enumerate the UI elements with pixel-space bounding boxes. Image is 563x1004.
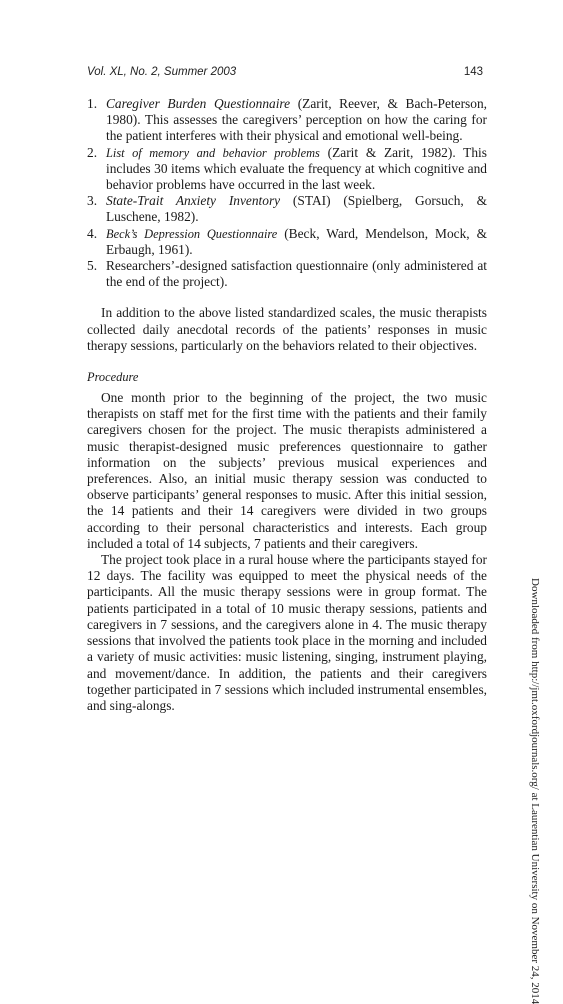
measure-title: Caregiver Burden Questionnaire — [106, 96, 291, 111]
procedure-paragraph-1: One month prior to the beginning of the project, the two music therapists on staff met for the first time with the patients and their family caregivers chosen for the project. The music therapists administered a music therapist-designed music preferences questionnaire to gather information on the subjects’ previous musical experiences and preferences. Also, an initial music therapy session was conducted to observe participants’ general responses to music. After this initial session, the 14 patients and their 14 caregivers were divided in two groups according to their personal characteristics and interests. Each group included a total of 14 subjects, 7 patients and their caregivers. — [87, 390, 487, 551]
article-body — [87, 96, 487, 714]
measure-description: (Zarit & Zarit, 1982). This includes 30 items which evaluate the frequency at which cognitive and behavior problems have occurred in the last week. — [106, 144, 487, 193]
download-suffix: at Laurentian University on November 24, 2014 — [529, 789, 541, 1004]
list-item — [87, 193, 487, 225]
list-item — [87, 258, 487, 290]
measure-title: List of memory and behavior problems — [106, 145, 320, 160]
page-number: 143 — [463, 66, 483, 78]
measure-title: Beck’s Depression Questionnaire — [106, 226, 278, 241]
list-item — [87, 226, 487, 258]
download-prefix: Downloaded from — [529, 578, 541, 662]
download-watermark — [529, 578, 541, 1004]
measure-description: (STAI) (Spielberg, Gorsuch, & Luschene, 1982). — [106, 193, 487, 225]
download-link[interactable]: http://jmt.oxfordjournals.org/ — [529, 661, 541, 790]
list-item — [87, 145, 487, 194]
list-number: 3. — [87, 193, 98, 209]
measure-description: (Beck, Ward, Mendelson, Mock, & Erbaugh, 1961). — [106, 225, 488, 257]
measure-title: State-Trait Anxiety Inventory — [106, 193, 281, 209]
measure-description: Researchers’-designed satisfaction questionnaire (only administered at the end of the project). — [106, 258, 487, 290]
procedure-paragraph-2: The project took place in a rural house where the participants stayed for 12 days. The facility was equipped to meet the physical needs of the participants. All the music therapy sessions were in group format. The patients participated in a total of 10 music therapy sessions, patients and caregivers in 7 sessions, and the caregivers alone in 4. The music therapy sessions that involved the patients took place in the morning and included a variety of music activities: music listening, singing, instrument playing, and movement/dance. In addition, the patients and their caregivers together participated in 7 sessions which included instrumental ensembles, and sing-alongs. — [87, 552, 487, 713]
journal-issue: Vol. XL, No. 2, Summer 2003 — [87, 66, 237, 78]
list-item — [87, 96, 487, 145]
list-number: 5. — [87, 258, 98, 274]
list-number: 2. — [87, 144, 98, 160]
measures-list — [87, 96, 487, 290]
section-heading-procedure: Procedure — [87, 370, 139, 385]
list-number: 1. — [87, 96, 98, 111]
anecdotal-records-paragraph: In addition to the above listed standardized scales, the music therapists collected daily anecdotal records of the patients’ responses in music therapy sessions, particularly on the behaviors related to their objectives. — [87, 305, 487, 353]
list-number: 4. — [87, 225, 98, 241]
running-header — [87, 66, 483, 78]
measure-description: (Zarit, Reever, & Bach-Peterson, 1980). This assesses the caregivers’ perception on how the caring for the patient interferes with their physical and emotional well-being. — [106, 96, 487, 144]
